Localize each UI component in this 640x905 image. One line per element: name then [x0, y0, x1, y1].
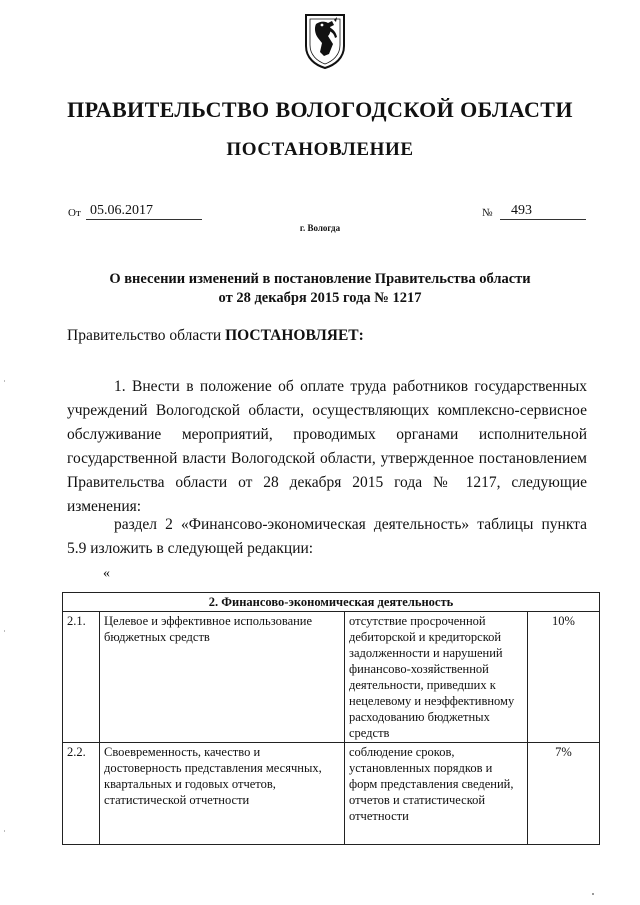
table-row — [63, 743, 600, 845]
document-type-title: ПОСТАНОВЛЕНИЕ — [226, 139, 414, 160]
opening-quote: « — [103, 566, 110, 581]
row-criterion: соблюдение сроков, установленных порядков и форм представления сведений, отчетов и статистической отчетности — [345, 743, 528, 845]
row-number: 2.2. — [63, 743, 100, 845]
row-number: 2.1. — [63, 612, 100, 743]
document-date: 05.06.2017 — [90, 203, 153, 218]
city-label: г. Вологда — [299, 223, 341, 233]
row-value: 10% — [528, 612, 600, 743]
scan-mark — [4, 380, 5, 382]
row-criterion: отсутствие просроченной дебиторской и кредиторской задолженности и нарушений финансово-хозяйственной деятельности, приведших к нецелевому и неэффективному расходованию бюджетных средств — [345, 612, 528, 743]
row-indicator: Своевременность, качество и достоверность представления месячных, квартальных и годовых отчетов, статистической отчетности — [100, 743, 345, 845]
coat-of-arms-emblem — [303, 12, 347, 70]
scan-mark — [592, 893, 594, 895]
government-title: ПРАВИТЕЛЬСТВО ВОЛОГОДСКОЙ ОБЛАСТИ — [67, 97, 573, 122]
subject-line-2: от 28 декабря 2015 года № 1217 — [218, 290, 422, 306]
table-section-header-row — [63, 593, 600, 612]
table-section-title: 2. Финансово-экономическая деятельность — [63, 593, 600, 612]
subject-line-1: О внесении изменений в постановление Правительства области — [109, 271, 531, 287]
number-underline — [500, 219, 586, 220]
number-label: № — [482, 207, 493, 219]
date-label: От — [68, 207, 81, 219]
date-underline — [86, 219, 202, 220]
table-row — [63, 612, 600, 743]
scan-mark — [4, 630, 5, 632]
paragraph-2: раздел 2 «Финансово-экономическая деятельность» таблицы пункта 5.9 изложить в следующей редакции: — [67, 516, 587, 557]
preamble-text: Правительство области — [67, 327, 222, 344]
scan-mark — [4, 830, 5, 832]
criteria-table — [62, 592, 600, 845]
preamble-decree-word: ПОСТАНОВЛЯЕТ: — [225, 327, 364, 344]
row-value: 7% — [528, 743, 600, 845]
row-indicator: Целевое и эффективное использование бюджетных средств — [100, 612, 345, 743]
paragraph-1: 1. Внести в положение об оплате труда работников государственных учреждений Вологодской области, осуществляющих комплексно-сервисное обслуживание мероприятий, проводимых органами исполнительной государственной власти Вологодской области, утвержденное постановлением Правительства области от 28 декабря 2015 года № 1217, следующие изменения: — [67, 378, 587, 515]
document-subject — [60, 270, 580, 308]
document-number: 493 — [511, 203, 532, 218]
preamble — [67, 327, 364, 345]
